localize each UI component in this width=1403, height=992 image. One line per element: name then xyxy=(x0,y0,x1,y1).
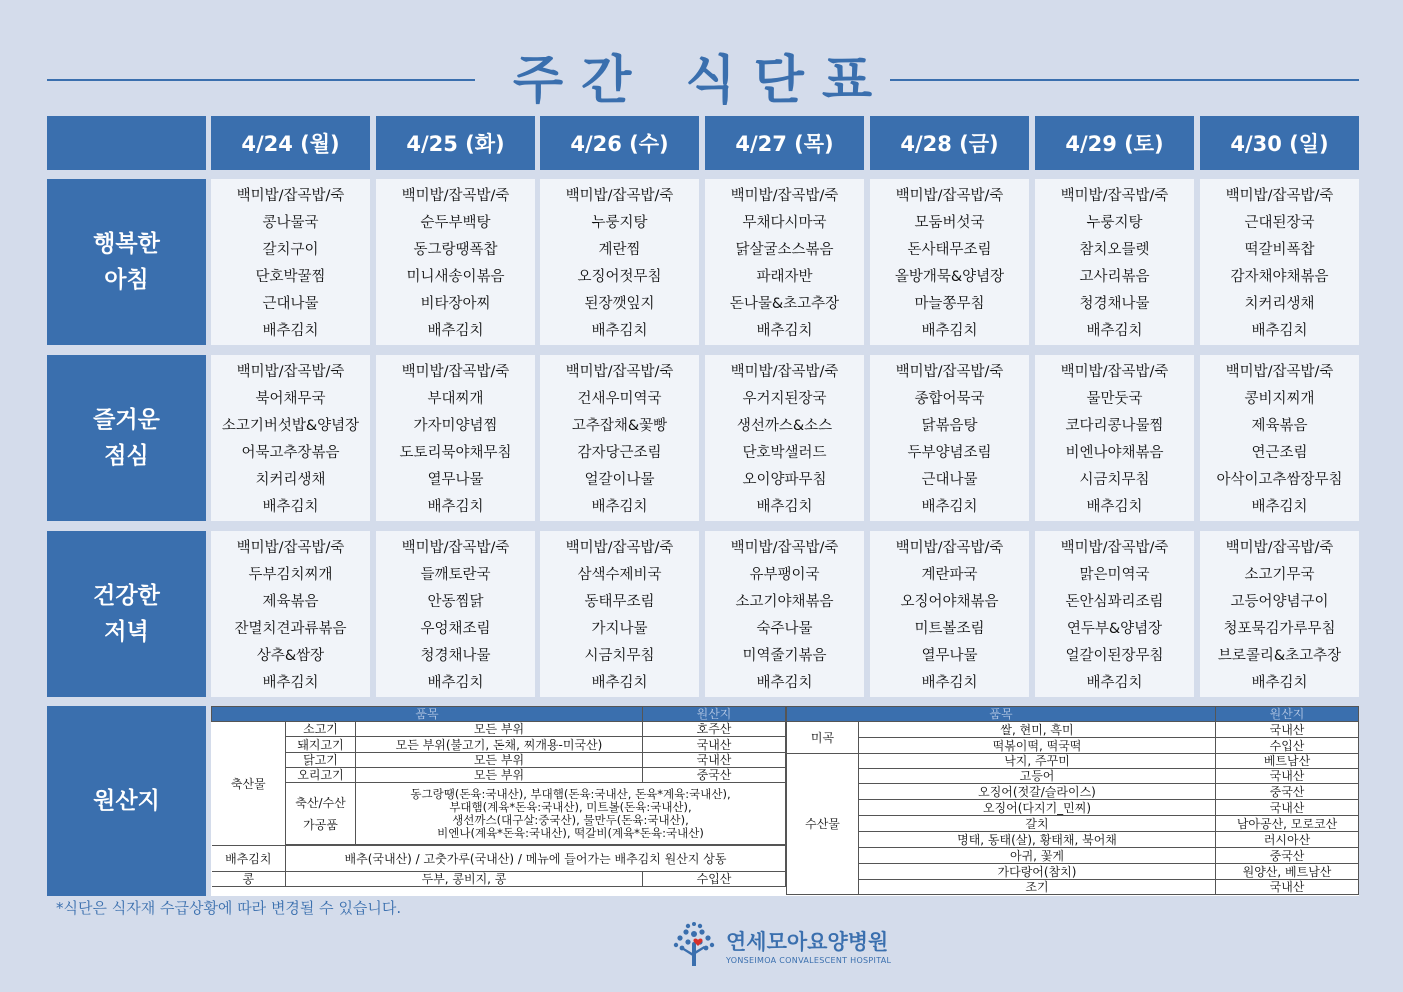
dish-item: 백미밥/잡곡밥/죽 xyxy=(1225,540,1334,556)
dish-item: 오이양파무침 xyxy=(742,472,827,488)
dish-item: 고사리볶음 xyxy=(1079,269,1150,285)
dish-item: 청경채나물 xyxy=(1079,296,1150,312)
dish-item: 배추김치 xyxy=(1251,499,1308,515)
dish-item: 배추김치 xyxy=(921,675,978,691)
dish-item: 배추김치 xyxy=(427,323,484,339)
origin-item: 오징어(젓갈/슬라이스) xyxy=(859,784,1216,800)
dish-item: 비타장아찌 xyxy=(420,296,491,312)
dish-item: 잔멸치견과류볶음 xyxy=(234,621,347,637)
meal-label-line: 저녁 xyxy=(104,619,149,645)
dish-item: 백미밥/잡곡밥/죽 xyxy=(1060,188,1169,204)
dish-item: 가자미양념찜 xyxy=(413,418,498,434)
logo-sub: YONSEIMOA CONVALESCENT HOSPITAL xyxy=(726,955,892,965)
dish-item: 부대찌개 xyxy=(427,391,484,407)
dish-item: 미역줄기볶음 xyxy=(742,648,827,664)
logo-name: 연세모아요양병원 xyxy=(726,929,889,954)
sea-label: 수산물 xyxy=(787,754,859,895)
dish-item: 생선까스&소스 xyxy=(736,418,833,434)
dish-item: 콩비지찌개 xyxy=(1244,391,1315,407)
head-item-left: 품목 xyxy=(212,707,643,722)
dish-item: 배추김치 xyxy=(262,323,319,339)
day-header: 4/25 (화) xyxy=(376,116,535,170)
origin-value: 국내산 xyxy=(1216,769,1359,784)
dish-item: 순두부백탕 xyxy=(420,215,491,231)
dish-item: 백미밥/잡곡밥/죽 xyxy=(1060,364,1169,380)
dish-item: 얼갈이된장무침 xyxy=(1065,648,1164,664)
dish-item: 돈안심꽈리조림 xyxy=(1065,594,1164,610)
dish-item: 미니새송이볶음 xyxy=(406,269,505,285)
head-origin-left: 원산지 xyxy=(643,707,786,722)
meal-cell xyxy=(540,531,699,697)
meal-cell xyxy=(705,531,864,697)
dish-item: 제육볶음 xyxy=(1251,418,1308,434)
dish-item: 열무나물 xyxy=(427,472,484,488)
dish-item: 배추김치 xyxy=(1086,675,1143,691)
origin-item: 오징어(다지기_민찌) xyxy=(859,800,1216,816)
bean-label: 콩 xyxy=(212,872,286,887)
dish-item: 백미밥/잡곡밥/죽 xyxy=(565,364,674,380)
dish-item: 소고기무국 xyxy=(1244,567,1315,583)
dish-item: 어묵고추장볶음 xyxy=(241,445,340,461)
dish-item: 건새우미역국 xyxy=(577,391,662,407)
processed-line: 동그랑땡(돈육:국내산), 부대햄(돈육:국내산, 돈육*계육:국내산), xyxy=(410,786,731,801)
dish-item: 열무나물 xyxy=(921,648,978,664)
origin-item: 명태, 동태(살), 황태채, 북어채 xyxy=(859,832,1216,848)
menu-note: *식단은 식자재 수급상황에 따라 변경될 수 있습니다. xyxy=(56,899,402,917)
header-corner xyxy=(47,116,206,170)
dish-item: 배추김치 xyxy=(756,675,813,691)
meal-cell xyxy=(705,179,864,345)
dish-item: 백미밥/잡곡밥/죽 xyxy=(730,364,839,380)
dish-item: 떡갈비폭찹 xyxy=(1244,242,1315,258)
dish-item: 배추김치 xyxy=(591,675,648,691)
dish-item: 아삭이고추쌈장무침 xyxy=(1216,472,1343,488)
dish-item: 소고기버섯밥&양념장 xyxy=(221,418,360,434)
origin-value: 중국산 xyxy=(1216,784,1359,800)
dish-item: 안동찜닭 xyxy=(427,594,484,610)
meal-label xyxy=(47,531,206,697)
dish-item: 삼색수제비국 xyxy=(577,567,662,583)
processed-line: 비엔나(계육*돈육:국내산), 떡갈비(계육*돈육:국내산) xyxy=(437,825,704,840)
dish-item: 고등어양념구이 xyxy=(1230,594,1329,610)
bean-item: 두부, 콩비지, 콩 xyxy=(286,872,643,887)
dish-item: 백미밥/잡곡밥/죽 xyxy=(1225,188,1334,204)
origin-item: 갈치 xyxy=(859,816,1216,832)
processed-sub-line: 축산/수산 xyxy=(295,795,346,810)
meal-cell xyxy=(870,179,1029,345)
dish-item: 콩나물국 xyxy=(262,215,319,231)
processed-line: 생선까스(대구살:중국산), 물만두(돈육:국내산), xyxy=(452,812,689,827)
dish-item: 치커리생채 xyxy=(255,472,326,488)
dish-item: 단호박샐러드 xyxy=(742,445,827,461)
dish-item: 두부양념조림 xyxy=(907,445,992,461)
dish-item: 오징어젓무침 xyxy=(577,269,662,285)
origin-sub: 돼지고기 xyxy=(286,737,356,753)
meal-label-line: 즐거운 xyxy=(93,407,160,433)
dish-item: 백미밥/잡곡밥/죽 xyxy=(401,540,510,556)
dish-item: 감자당근조림 xyxy=(577,445,662,461)
dish-item: 돈사태무조림 xyxy=(907,242,992,258)
origin-table-left xyxy=(211,706,786,887)
dish-item: 청포묵김가루무침 xyxy=(1223,621,1336,637)
meal-cell xyxy=(211,355,370,521)
dish-item: 근대나물 xyxy=(921,472,978,488)
processed-sub-line: 가공품 xyxy=(303,817,338,832)
dish-item: 맑은미역국 xyxy=(1079,567,1150,583)
dish-item: 단호박꿀찜 xyxy=(255,269,326,285)
day-header: 4/27 (목) xyxy=(705,116,864,170)
page-title: 주간 식단표 xyxy=(512,51,891,111)
processed-sub xyxy=(286,783,356,845)
dish-item: 누룽지탕 xyxy=(1086,215,1143,231)
origin-item: 모든 부위 xyxy=(356,768,643,783)
dish-item: 백미밥/잡곡밥/죽 xyxy=(730,540,839,556)
origin-label-text: 원산지 xyxy=(93,788,160,814)
day-header: 4/28 (금) xyxy=(870,116,1029,170)
dish-item: 비엔나야채볶음 xyxy=(1065,445,1164,461)
dish-item: 동태무조림 xyxy=(584,594,655,610)
dish-item: 백미밥/잡곡밥/죽 xyxy=(565,540,674,556)
day-header: 4/30 (일) xyxy=(1200,116,1359,170)
meal-cell xyxy=(211,531,370,697)
origin-value: 중국산 xyxy=(1216,848,1359,864)
dish-item: 배추김치 xyxy=(262,675,319,691)
meal-cell xyxy=(540,355,699,521)
origin-value: 남아공산, 모로코산 xyxy=(1216,816,1359,832)
origin-value: 러시아산 xyxy=(1216,832,1359,848)
dish-item: 치커리생채 xyxy=(1244,296,1315,312)
dish-item: 도토리묵야채무침 xyxy=(399,445,512,461)
processed-line: 부대햄(계육*돈육:국내산), 미트볼(돈육:국내산), xyxy=(449,799,692,814)
dish-item: 백미밥/잡곡밥/죽 xyxy=(565,188,674,204)
dish-item: 백미밥/잡곡밥/죽 xyxy=(895,188,1004,204)
meal-cell xyxy=(1035,531,1194,697)
origin-item: 모든 부위(불고기, 돈채, 찌개용-미국산) xyxy=(356,737,643,753)
dish-item: 유부팽이국 xyxy=(749,567,820,583)
processed-items xyxy=(356,783,786,845)
dish-item: 우엉채조림 xyxy=(420,621,491,637)
meal-cell xyxy=(211,179,370,345)
hospital-logo xyxy=(668,920,891,970)
dish-item: 배추김치 xyxy=(591,499,648,515)
dish-item: 브로콜리&초고추장 xyxy=(1217,648,1342,664)
kimchi-text: 배추(국내산) / 고춧가루(국내산) / 메뉴에 들어가는 배추김치 원산지 상동 xyxy=(286,846,786,872)
origin-item: 고등어 xyxy=(859,769,1216,784)
dish-item: 우거지된장국 xyxy=(742,391,827,407)
dish-item: 두부김치찌개 xyxy=(248,567,333,583)
origin-item: 낙지, 주꾸미 xyxy=(859,754,1216,769)
dish-item: 배추김치 xyxy=(262,499,319,515)
dish-item: 근대된장국 xyxy=(1244,215,1315,231)
dish-item: 백미밥/잡곡밥/죽 xyxy=(895,364,1004,380)
dish-item: 배추김치 xyxy=(427,499,484,515)
dish-item: 물만둣국 xyxy=(1086,391,1143,407)
dish-item: 들깨토란국 xyxy=(420,567,491,583)
dish-item: 상추&쌈장 xyxy=(256,648,325,664)
dish-item: 연두부&양념장 xyxy=(1066,621,1163,637)
dish-item: 백미밥/잡곡밥/죽 xyxy=(730,188,839,204)
livestock-label: 축산물 xyxy=(212,722,286,846)
origin-item: 가다랑어(참치) xyxy=(859,864,1216,880)
dish-item: 마늘쫑무침 xyxy=(914,296,985,312)
dish-item: 소고기야채볶음 xyxy=(735,594,834,610)
meal-cell xyxy=(1200,179,1359,345)
dish-item: 갈치구이 xyxy=(262,242,319,258)
meal-label-line: 행복한 xyxy=(93,231,160,257)
meal-cell xyxy=(870,531,1029,697)
origin-value: 베트남산 xyxy=(1216,754,1359,769)
dish-item: 배추김치 xyxy=(591,323,648,339)
dish-item: 감자채야채볶음 xyxy=(1230,269,1329,285)
dish-item: 코다리콩나물찜 xyxy=(1065,418,1164,434)
origin-value: 호주산 xyxy=(643,722,786,737)
meal-cell xyxy=(540,179,699,345)
dish-item: 누룽지탕 xyxy=(591,215,648,231)
origin-box xyxy=(211,706,1359,896)
dish-item: 고추잡채&꽃빵 xyxy=(571,418,668,434)
dish-item: 된장깻잎지 xyxy=(584,296,655,312)
origin-item: 쌀, 현미, 흑미 xyxy=(859,722,1216,738)
dish-item: 배추김치 xyxy=(427,675,484,691)
meal-cell xyxy=(376,531,535,697)
meal-cell xyxy=(376,179,535,345)
dish-item: 시금치무침 xyxy=(1079,472,1150,488)
dish-item: 동그랑땡폭찹 xyxy=(413,242,498,258)
dish-item: 제육볶음 xyxy=(262,594,319,610)
origin-value: 원양산, 베트남산 xyxy=(1216,864,1359,880)
meal-cell xyxy=(1035,355,1194,521)
origin-value: 국내산 xyxy=(1216,880,1359,895)
meal-cell xyxy=(705,355,864,521)
meal-label-line: 아침 xyxy=(104,267,149,293)
dish-item: 배추김치 xyxy=(756,499,813,515)
head-origin-right: 원산지 xyxy=(1216,707,1359,722)
origin-value: 국내산 xyxy=(1216,722,1359,738)
meal-cell xyxy=(870,355,1029,521)
dish-item: 연근조림 xyxy=(1251,445,1308,461)
origin-item: 모든 부위 xyxy=(356,753,643,768)
dish-item: 백미밥/잡곡밥/죽 xyxy=(236,188,345,204)
dish-item: 백미밥/잡곡밥/죽 xyxy=(401,364,510,380)
meal-label xyxy=(47,355,206,521)
dish-item: 북어채무국 xyxy=(255,391,326,407)
dish-item: 계란파국 xyxy=(921,567,978,583)
dish-item: 백미밥/잡곡밥/죽 xyxy=(895,540,1004,556)
origin-item: 조기 xyxy=(859,880,1216,895)
dish-item: 백미밥/잡곡밥/죽 xyxy=(236,364,345,380)
dish-item: 계란찜 xyxy=(598,242,641,258)
origin-item: 떡볶이떡, 떡국떡 xyxy=(859,738,1216,754)
dish-item: 돈나물&초고추장 xyxy=(729,296,840,312)
dish-item: 파래자반 xyxy=(756,269,813,285)
bean-origin: 수입산 xyxy=(643,872,786,887)
dish-item: 배추김치 xyxy=(1086,499,1143,515)
meal-label xyxy=(47,179,206,345)
origin-item: 아귀, 꽃게 xyxy=(859,848,1216,864)
dish-item: 종합어묵국 xyxy=(914,391,985,407)
dish-item: 시금치무침 xyxy=(584,648,655,664)
meal-cell xyxy=(1035,179,1194,345)
dish-item: 모둠버섯국 xyxy=(914,215,985,231)
origin-sub: 소고기 xyxy=(286,722,356,737)
dish-item: 미트볼조림 xyxy=(914,621,985,637)
dish-item: 배추김치 xyxy=(921,323,978,339)
day-header: 4/24 (월) xyxy=(211,116,370,170)
day-header: 4/26 (수) xyxy=(540,116,699,170)
origin-label xyxy=(47,706,206,896)
meal-label-line: 건강한 xyxy=(93,583,160,609)
kimchi-label: 배추김치 xyxy=(212,846,286,872)
origin-item: 모든 부위 xyxy=(356,722,643,737)
dish-item: 배추김치 xyxy=(921,499,978,515)
dish-item: 배추김치 xyxy=(1251,675,1308,691)
dish-item: 배추김치 xyxy=(1251,323,1308,339)
dish-item: 닭살굴소스볶음 xyxy=(735,242,834,258)
dish-item: 백미밥/잡곡밥/죽 xyxy=(236,540,345,556)
meal-cell xyxy=(376,355,535,521)
meal-cell xyxy=(1200,531,1359,697)
origin-value: 국내산 xyxy=(643,737,786,753)
day-header: 4/29 (토) xyxy=(1035,116,1194,170)
meal-label-line: 점심 xyxy=(104,443,149,469)
dish-item: 배추김치 xyxy=(1086,323,1143,339)
origin-value: 중국산 xyxy=(643,768,786,783)
dish-item: 백미밥/잡곡밥/죽 xyxy=(401,188,510,204)
head-item-right: 품목 xyxy=(787,707,1216,722)
grain-label: 미곡 xyxy=(787,722,859,754)
tree-icon xyxy=(668,920,720,970)
origin-value: 국내산 xyxy=(1216,800,1359,816)
dish-item: 올방개묵&양념장 xyxy=(894,269,1005,285)
dish-item: 얼갈이나물 xyxy=(584,472,655,488)
dish-item: 가지나물 xyxy=(591,621,648,637)
dish-item: 백미밥/잡곡밥/죽 xyxy=(1060,540,1169,556)
dish-item: 청경채나물 xyxy=(420,648,491,664)
dish-item: 오징어야채볶음 xyxy=(900,594,999,610)
dish-item: 백미밥/잡곡밥/죽 xyxy=(1225,364,1334,380)
origin-value: 수입산 xyxy=(1216,738,1359,754)
origin-table-right xyxy=(786,706,1359,895)
origin-value: 국내산 xyxy=(643,753,786,768)
dish-item: 닭볶음탕 xyxy=(921,418,978,434)
dish-item: 참치오믈렛 xyxy=(1079,242,1150,258)
dish-item: 숙주나물 xyxy=(756,621,813,637)
dish-item: 근대나물 xyxy=(262,296,319,312)
dish-item: 배추김치 xyxy=(756,323,813,339)
origin-sub: 오리고기 xyxy=(286,768,356,783)
dish-item: 무채다시마국 xyxy=(742,215,827,231)
origin-sub: 닭고기 xyxy=(286,753,356,768)
meal-cell xyxy=(1200,355,1359,521)
